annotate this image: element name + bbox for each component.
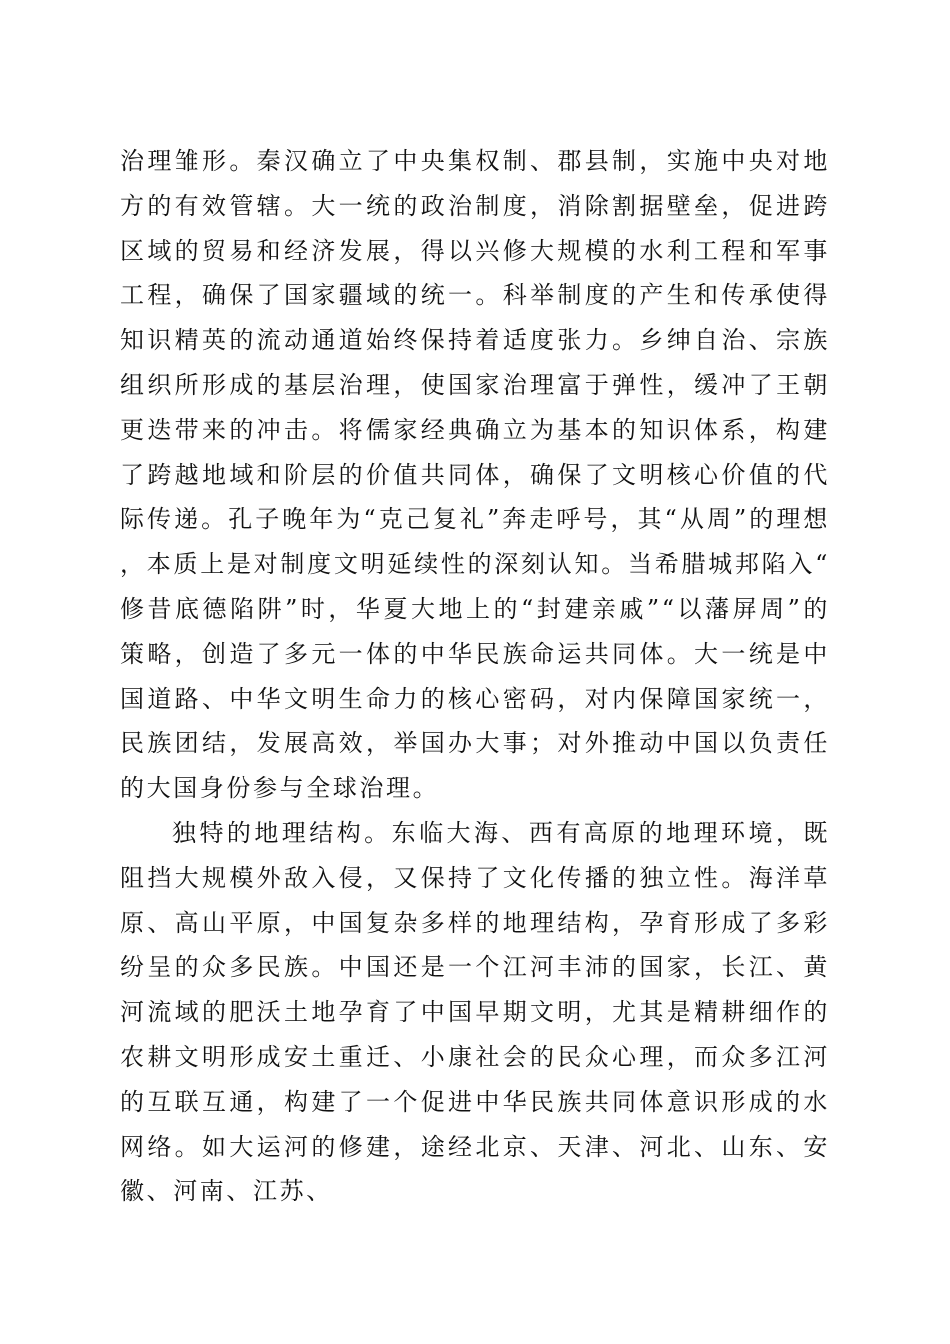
paragraph-governance: 治理雏形。秦汉确立了中央集权制、郡县制，实施中央对地方的有效管辖。大一统的政治制度，消除割据壁垒，促进跨区域的贸易和经济发展，得以兴修大规模的水利工程和军事工程，确保了国家疆域的统一。科举制度的产生和传承使得知识精英的流动通道始终保持着适度张力。乡绅自治、宗族组织所形成的基层治理，使国家治理富于弹性，缓冲了王朝更迭带来的冲击。将儒家经典确立为基本的知识体系，构建了跨越地域和阶层的价值共同体，确保了文明核心价值的代际传递。孔子晚年为“克己复礼”奔走呼号，其“从周”的理想，本质上是对制度文明延续性的深刻认知。当希腊城邦陷入“修昔底德陷阱”时，华夏大地上的“封建亲戚”“以藩屏周”的策略，创造了多元一体的中华民族命运共同体。大一统是中国道路、中华文明生命力的核心密码，对内保障国家统一，民族团结，发展高效，举国办大事；对外推动中国以负责任的大国身份参与全球治理。 <box>120 147 830 803</box>
body-text <box>120 139 830 1214</box>
paragraph-geography: 独特的地理结构。东临大海、西有高原的地理环境，既阻挡大规模外敌入侵，又保持了文化传播的独立性。海洋草原、高山平原，中国复杂多样的地理结构，孕育形成了多彩纷呈的众多民族。中国还是一个江河丰沛的国家，长江、黄河流域的肥沃土地孕育了中国早期文明，尤其是精耕细作的农耕文明形成安土重迁、小康社会的民众心理，而众多江河的互联互通，构建了一个促进中华民族共同体意识形成的水网络。如大运河的修建，途经北京、天津、河北、山东、安徽、河南、江苏、 <box>120 818 830 1206</box>
